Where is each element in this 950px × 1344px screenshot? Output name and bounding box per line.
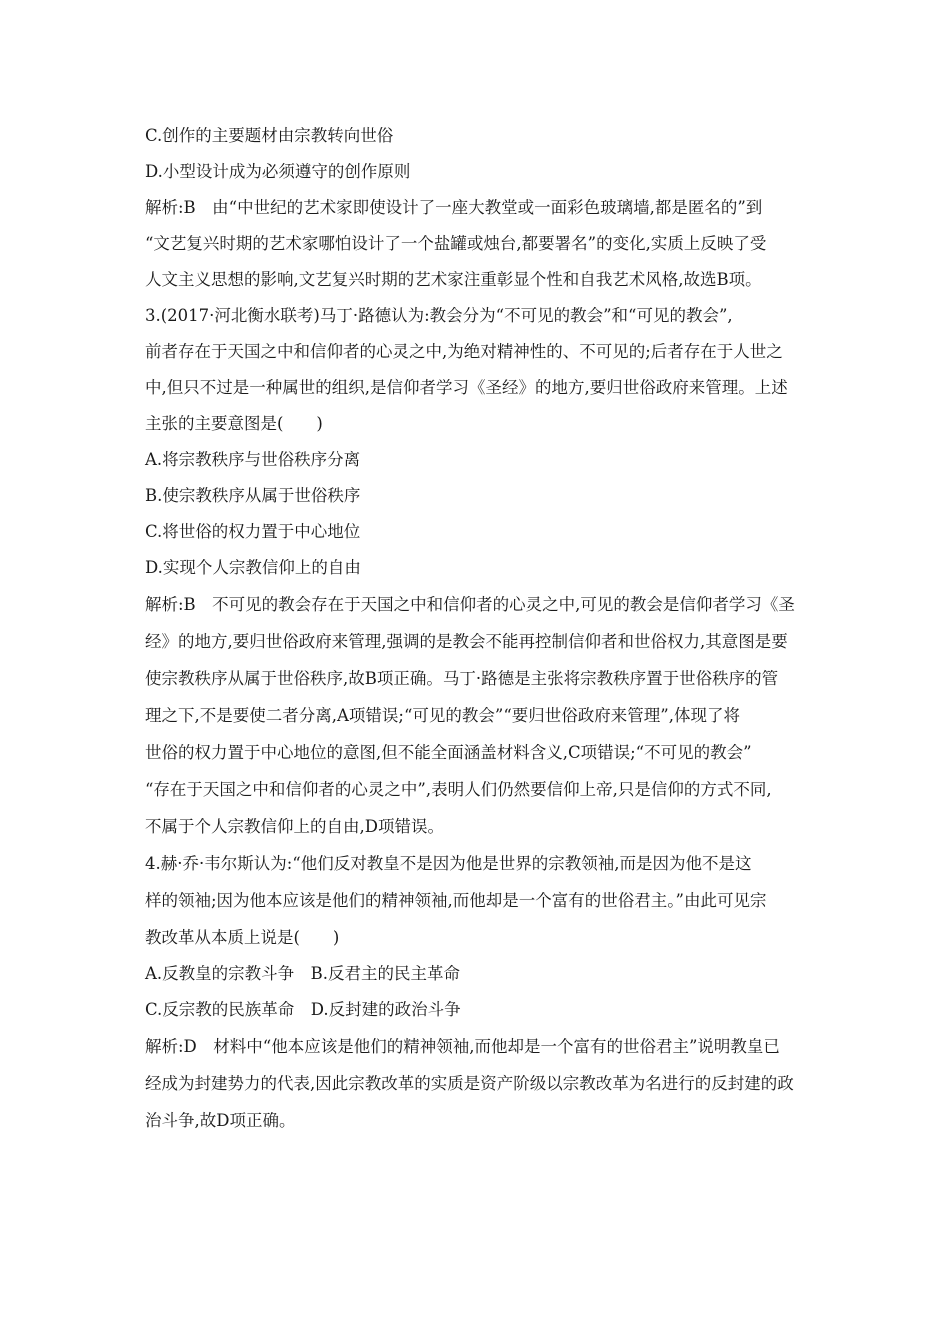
q3-analysis-line: 理之下,不是要使二者分离,A项错误;“可见的教会”“要归世俗政府来管理”,体现了将	[145, 706, 740, 725]
q3-option-a: A.将宗教秩序与世俗秩序分离	[145, 450, 361, 469]
q2-analysis	[145, 190, 810, 298]
q3-analysis-line: 不属于个人宗教信仰上的自由,D项错误。	[145, 817, 444, 836]
q3-analysis-line: 使宗教秩序从属于世俗秩序,故B项正确。马丁·路德是主张将宗教秩序置于世俗秩序的管	[145, 669, 779, 688]
q3-option-b: B.使宗教秩序从属于世俗秩序	[145, 486, 361, 505]
q3-analysis-line: 经》的地方,要归世俗政府来管理,强调的是教会不能再控制信仰者和世俗权力,其意图是要	[145, 632, 788, 651]
q2-option-c: C.创作的主要题材由宗教转向世俗	[145, 126, 394, 145]
q3-stem	[145, 298, 810, 442]
q3-analysis-line: 解析:B 不可见的教会存在于天国之中和信仰者的心灵之中,可见的教会是信仰者学习《圣	[145, 595, 795, 614]
q4-analysis	[145, 1028, 810, 1139]
q4-analysis-line: 治斗争,故D项正确。	[145, 1111, 296, 1130]
q4-stem-line: 样的领袖;因为他本应该是他们的精神领袖,而他却是一个富有的世俗君主。”由此可见宗	[145, 891, 767, 910]
q3-analysis-line: 世俗的权力置于中心地位的意图,但不能全面涵盖材料含义,C项错误;“不可见的教会”	[145, 743, 752, 762]
q3-analysis-line: “存在于天国之中和信仰者的心灵之中”,表明人们仍然要信仰上帝,只是信仰的方式不同,	[145, 780, 772, 799]
q3-stem-line: 主张的主要意图是( )	[145, 414, 323, 433]
q2-analysis-line: 人文主义思想的影响,文艺复兴时期的艺术家注重彰显个性和自我艺术风格,故选B项。	[145, 270, 762, 289]
q2-analysis-line: “文艺复兴时期的艺术家哪怕设计了一个盐罐或烛台,都要署名”的变化,实质上反映了受	[145, 234, 767, 253]
q3-stem-line: 中,但只不过是一种属世的组织,是信仰者学习《圣经》的地方,要归世俗政府来管理。上述	[145, 378, 788, 397]
q4-analysis-line: 解析:D 材料中“他本应该是他们的精神领袖,而他却是一个富有的世俗君主”说明教皇已	[145, 1037, 780, 1056]
q4-options-row-1: A.反教皇的宗教斗争 B.反君主的民主革命	[145, 964, 461, 983]
q4-options-row-2: C.反宗教的民族革命 D.反封建的政治斗争	[145, 1000, 461, 1019]
q3-stem-line: 前者存在于天国之中和信仰者的心灵之中,为绝对精神性的、不可见的;后者存在于人世之	[145, 342, 783, 361]
q3-option-c: C.将世俗的权力置于中心地位	[145, 522, 361, 541]
q4-stem	[145, 845, 810, 956]
q4-analysis-line: 经成为封建势力的代表,因此宗教改革的实质是资产阶级以宗教改革为名进行的反封建的政	[145, 1074, 794, 1093]
q3-analysis	[145, 586, 810, 845]
q2-option-d: D.小型设计成为必须遵守的创作原则	[145, 162, 411, 181]
q4-stem-line: 教改革从本质上说是( )	[145, 928, 340, 947]
document-page	[145, 118, 810, 1139]
q3-option-d: D.实现个人宗教信仰上的自由	[145, 558, 361, 577]
q2-analysis-line: 解析:B 由“中世纪的艺术家即使设计了一座大教堂或一面彩色玻璃墙,都是匿名的”到	[145, 198, 763, 217]
q4-stem-line: 4.赫·乔·韦尔斯认为:“他们反对教皇不是因为他是世界的宗教领袖,而是因为他不是这	[145, 854, 752, 873]
q3-stem-line: 3.(2017·河北衡水联考)马丁·路德认为:教会分为“不可见的教会”和“可见的教会”,	[145, 306, 733, 325]
